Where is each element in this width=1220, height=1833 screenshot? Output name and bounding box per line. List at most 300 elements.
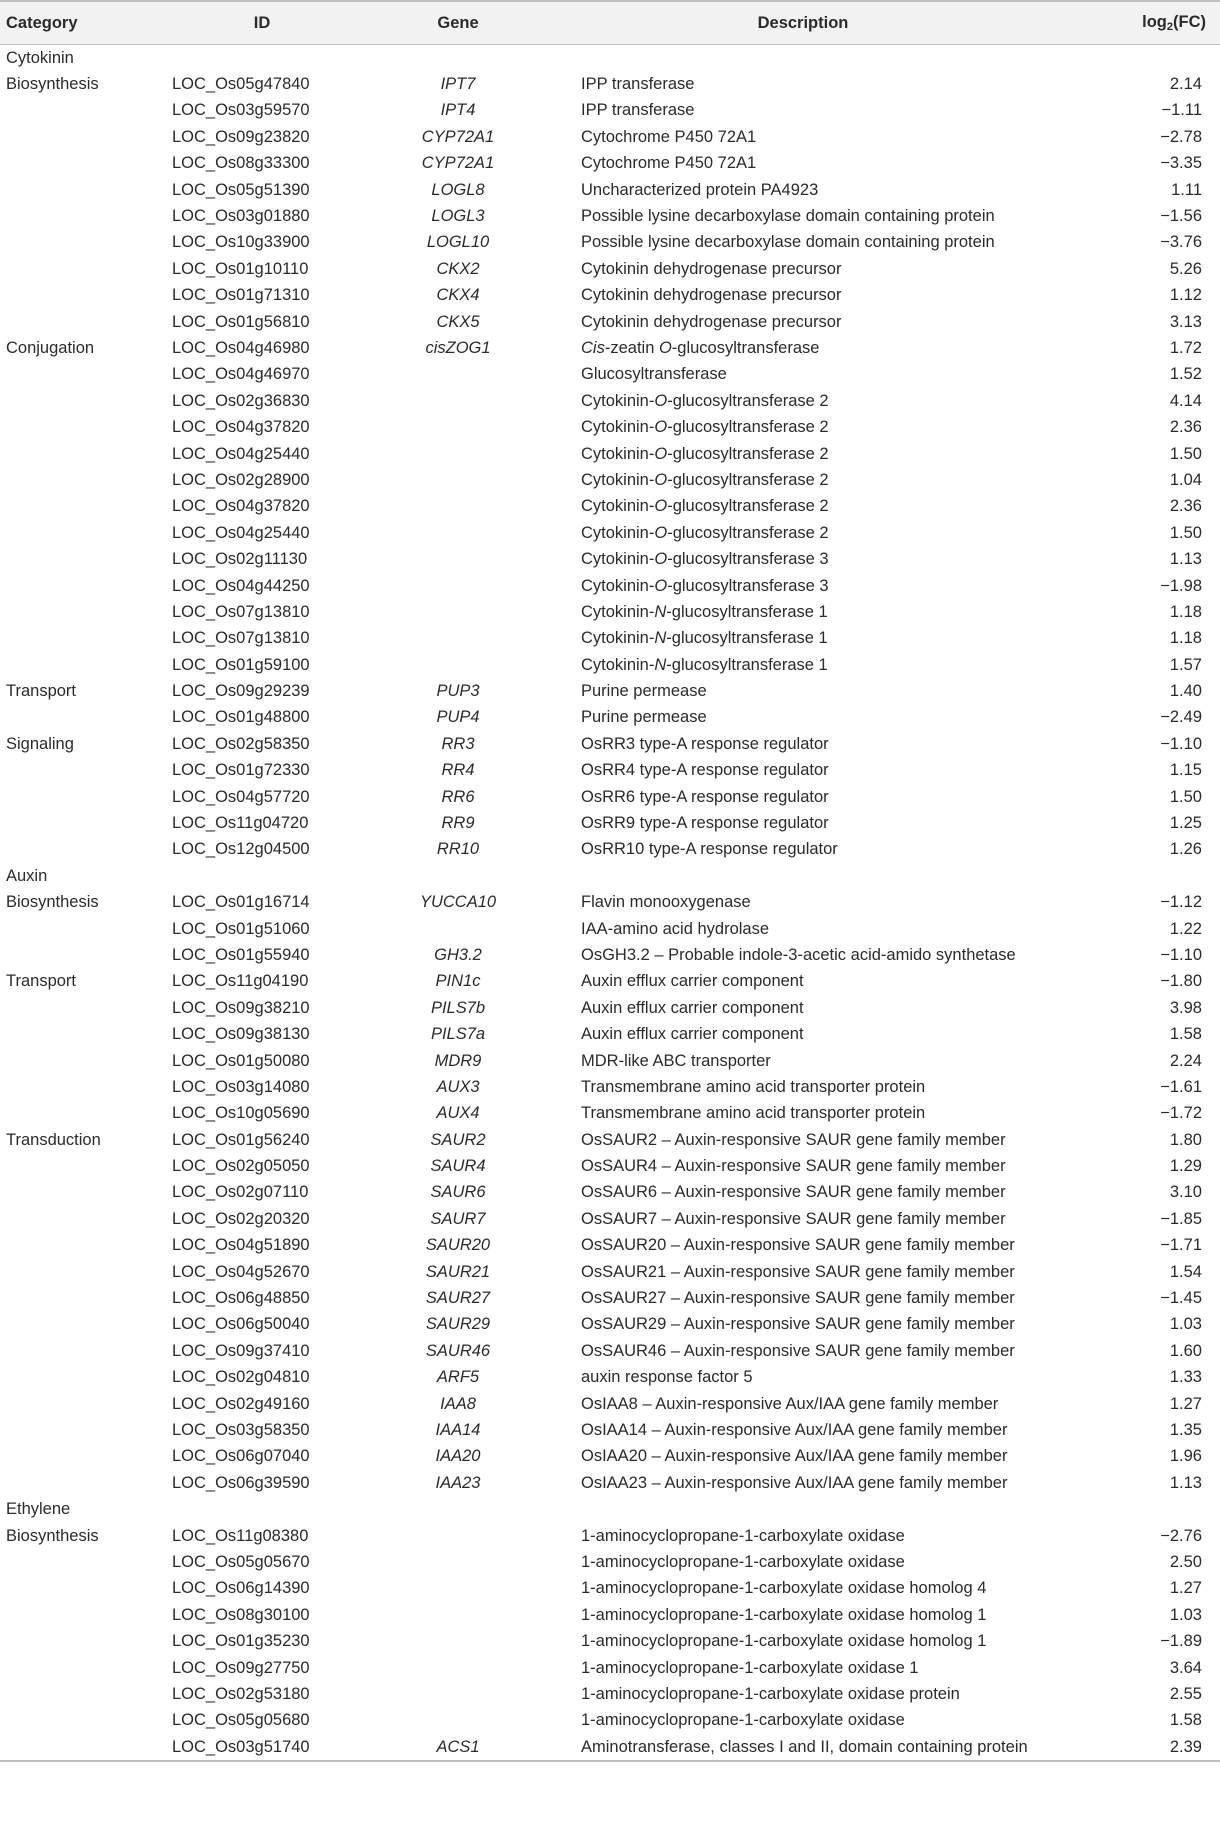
cell-description: 1-aminocyclopropane-1-carboxylate oxidase protein — [581, 1684, 960, 1703]
cell-description: OsGH3.2 – Probable indole-3-acetic acid-amido synthetase — [581, 945, 1016, 964]
table-row — [0, 1549, 1220, 1575]
cell-category — [0, 546, 166, 572]
section-heading-row — [0, 1496, 1220, 1522]
table-row — [0, 494, 1220, 520]
cell-category — [0, 1734, 166, 1761]
cell-log2fc: 3.10 — [1169, 1183, 1202, 1202]
cell-category — [0, 652, 166, 678]
cell-gene: MDR9 — [434, 1051, 482, 1070]
cell-category — [0, 599, 166, 625]
cell-category — [0, 758, 166, 784]
cell-gene: RR4 — [441, 761, 475, 780]
cell-category — [0, 916, 166, 942]
table-row — [0, 1470, 1220, 1496]
cell-description: 1-aminocyclopropane-1-carboxylate oxidase — [581, 1711, 905, 1730]
cell-id: LOC_Os04g51890 — [172, 1236, 310, 1255]
cell-id: LOC_Os12g04500 — [172, 840, 310, 859]
cell-description: Aminotransferase, classes I and II, domain containing protein — [558, 1734, 1048, 1761]
table-row — [0, 916, 1220, 942]
cell-gene — [358, 1523, 558, 1549]
table-row — [0, 942, 1220, 968]
cell-log2fc: 1.50 — [1169, 444, 1202, 463]
cell-log2fc: 1.12 — [1169, 286, 1202, 305]
cell-category: Transport — [6, 682, 76, 701]
cell-log2fc: 1.96 — [1169, 1447, 1202, 1466]
cell-id: LOC_Os01g56810 — [172, 312, 310, 331]
cell-log2fc: −2.78 — [1160, 127, 1202, 146]
cell-category — [0, 1285, 166, 1311]
cell-log2fc: −2.76 — [1160, 1526, 1202, 1545]
cell-id: LOC_Os06g39590 — [172, 1473, 310, 1492]
cell-description: OsSAUR4 – Auxin-responsive SAUR gene family member — [581, 1157, 1006, 1176]
cell-category — [0, 494, 166, 520]
cell-id: LOC_Os09g38130 — [172, 1025, 310, 1044]
cell-id: LOC_Os01g71310 — [172, 286, 310, 305]
cell-description: Cytokinin-O-glucosyltransferase 2 — [581, 497, 829, 516]
cell-category — [0, 1444, 166, 1470]
cell-description: Cytokinin-O-glucosyltransferase 2 — [581, 470, 829, 489]
cell-gene: IAA23 — [435, 1473, 481, 1492]
cell-description: 1-aminocyclopropane-1-carboxylate oxidase homolog 1 — [581, 1632, 987, 1651]
cell-category — [0, 1153, 166, 1179]
table-row — [0, 1655, 1220, 1681]
cell-log2fc: −1.89 — [1160, 1632, 1202, 1651]
cell-id: LOC_Os04g57720 — [172, 787, 310, 806]
cell-gene: SAUR4 — [430, 1157, 486, 1176]
cell-description: MDR-like ABC transporter — [581, 1051, 771, 1070]
cell-log2fc: 5.26 — [1169, 259, 1202, 278]
cell-category — [0, 1681, 166, 1707]
cell-log2fc: 2.50 — [1169, 1552, 1202, 1571]
cell-category — [0, 203, 166, 229]
table-row — [0, 599, 1220, 625]
cell-category — [0, 1074, 166, 1100]
cell-gene: IAA8 — [440, 1394, 476, 1413]
cell-description: OsIAA8 – Auxin-responsive Aux/IAA gene family member — [581, 1394, 999, 1413]
cell-gene: YUCCA10 — [419, 893, 497, 912]
table-row — [0, 98, 1220, 124]
table-row — [0, 256, 1220, 282]
cell-id: LOC_Os01g51060 — [172, 919, 310, 938]
table-row — [0, 1708, 1220, 1734]
cell-description: Cytokinin dehydrogenase precursor — [581, 286, 842, 305]
cell-id: LOC_Os02g11130 — [172, 550, 308, 569]
header-log2fc-prefix: log — [1142, 13, 1167, 31]
table-row — [0, 520, 1220, 546]
cell-description: Cytokinin-O-glucosyltransferase 3 — [581, 576, 829, 595]
cell-gene: SAUR27 — [425, 1289, 491, 1308]
cell-description: Transmembrane amino acid transporter protein — [581, 1077, 926, 1096]
cell-id: LOC_Os03g58350 — [172, 1421, 310, 1439]
cell-category: Signaling — [6, 734, 74, 753]
cell-log2fc: 1.03 — [1169, 1605, 1202, 1624]
table-row — [0, 626, 1220, 652]
cell-log2fc: 1.25 — [1169, 814, 1202, 833]
cell-id: LOC_Os02g53180 — [172, 1684, 310, 1703]
cell-category: Biosynthesis — [6, 893, 99, 912]
cell-gene — [358, 1628, 558, 1654]
cell-log2fc: 2.39 — [1048, 1734, 1220, 1761]
cell-description: Cytokinin dehydrogenase precursor — [581, 259, 842, 278]
table-row — [0, 784, 1220, 810]
cell-category — [0, 1655, 166, 1681]
cell-id: LOC_Os02g28900 — [172, 470, 310, 489]
cell-log2fc: 1.80 — [1169, 1130, 1202, 1149]
cell-category — [0, 1048, 166, 1074]
cell-log2fc: −1.71 — [1160, 1236, 1202, 1255]
table-row — [0, 1127, 1220, 1153]
cell-category — [0, 573, 166, 599]
cell-description: Cytokinin-O-glucosyltransferase 2 — [581, 418, 829, 437]
cell-description: Cytochrome P450 72A1 — [581, 154, 757, 173]
cell-gene — [358, 1549, 558, 1575]
cell-description: Cytokinin dehydrogenase precursor — [581, 312, 842, 331]
cell-gene: SAUR20 — [425, 1236, 491, 1255]
cell-log2fc: 3.98 — [1169, 998, 1202, 1017]
table-row — [0, 1259, 1220, 1285]
header-id: ID — [166, 1, 358, 45]
cell-id: LOC_Os05g51390 — [172, 180, 310, 199]
cell-category — [0, 837, 166, 863]
cell-id: LOC_Os03g14080 — [172, 1077, 310, 1096]
table-row — [0, 705, 1220, 731]
cell-description: OsSAUR29 – Auxin-responsive SAUR gene family member — [581, 1315, 1015, 1334]
cell-log2fc: 1.52 — [1169, 365, 1202, 384]
cell-category — [0, 467, 166, 493]
cell-id: LOC_Os04g44250 — [172, 576, 310, 595]
cell-id: LOC_Os07g13810 — [172, 629, 310, 648]
cell-log2fc: 1.18 — [1169, 602, 1202, 621]
cell-description: 1-aminocyclopropane-1-carboxylate oxidase homolog 4 — [581, 1579, 987, 1598]
table-row — [0, 124, 1220, 150]
table-row — [0, 652, 1220, 678]
cell-category — [0, 441, 166, 467]
cell-id: LOC_Os05g47840 — [172, 75, 310, 94]
cell-gene: LOGL10 — [426, 233, 490, 252]
table-row — [0, 1681, 1220, 1707]
table-row — [0, 1101, 1220, 1127]
cell-log2fc: 1.22 — [1169, 919, 1202, 938]
cell-id: LOC_Os01g59100 — [172, 655, 310, 674]
table-row — [0, 362, 1220, 388]
table-row — [0, 177, 1220, 203]
cell-log2fc: −2.49 — [1160, 708, 1202, 727]
table-body — [0, 45, 1220, 1762]
cell-category — [0, 98, 166, 124]
cell-gene: RR9 — [441, 814, 475, 833]
cell-description: Cytokinin-O-glucosyltransferase 2 — [581, 444, 829, 463]
cell-id: LOC_Os02g49160 — [172, 1394, 310, 1413]
cell-gene: RR6 — [441, 787, 475, 806]
cell-gene: RR3 — [441, 734, 475, 753]
cell-category — [0, 230, 166, 256]
cell-category — [0, 1470, 166, 1496]
cell-gene: PUP3 — [436, 682, 480, 701]
cell-log2fc: −1.85 — [1160, 1209, 1202, 1228]
cell-log2fc: 3.13 — [1169, 312, 1202, 331]
cell-category: Transduction — [6, 1130, 101, 1149]
cell-gene: PILS7a — [430, 1025, 486, 1044]
cell-gene: cisZOG1 — [425, 338, 491, 357]
cell-category — [0, 283, 166, 309]
cell-gene — [358, 1576, 558, 1602]
cell-gene — [358, 652, 558, 678]
cell-category — [0, 1206, 166, 1232]
cell-id: LOC_Os08g33300 — [172, 154, 310, 173]
table-row — [0, 1338, 1220, 1364]
cell-description: 1-aminocyclopropane-1-carboxylate oxidase — [581, 1526, 905, 1545]
cell-gene — [358, 388, 558, 414]
cell-log2fc: 2.55 — [1169, 1684, 1202, 1703]
cell-id: LOC_Os01g16714 — [172, 893, 310, 912]
table-row — [0, 1233, 1220, 1259]
cell-gene: LOGL8 — [431, 180, 485, 199]
cell-gene: SAUR6 — [430, 1183, 486, 1202]
cell-gene — [358, 1602, 558, 1628]
cell-description: Cytokinin-O-glucosyltransferase 2 — [581, 523, 829, 542]
cell-gene — [358, 494, 558, 520]
table-row — [0, 414, 1220, 440]
cell-id: LOC_Os05g05680 — [172, 1711, 310, 1730]
table-row — [0, 573, 1220, 599]
cell-id: LOC_Os05g05670 — [172, 1552, 310, 1571]
cell-log2fc: −1.12 — [1160, 893, 1202, 912]
cell-category — [0, 1233, 166, 1259]
cell-gene: ARF5 — [436, 1368, 480, 1387]
section-heading: Ethylene — [6, 1500, 71, 1519]
cell-log2fc: −3.35 — [1160, 154, 1202, 173]
cell-category — [0, 626, 166, 652]
cell-gene: PILS7b — [430, 998, 486, 1017]
cell-description: OsRR10 type-A response regulator — [581, 840, 838, 859]
cell-id: LOC_Os02g20320 — [172, 1209, 310, 1228]
table-row — [0, 1734, 1220, 1761]
cell-description: OsSAUR7 – Auxin-responsive SAUR gene family member — [581, 1209, 1006, 1228]
cell-category — [0, 309, 166, 335]
section-heading: Cytokinin — [6, 48, 74, 67]
cell-description: OsSAUR2 – Auxin-responsive SAUR gene family member — [581, 1130, 1006, 1149]
table-row — [0, 758, 1220, 784]
cell-description: OsRR3 type-A response regulator — [581, 734, 829, 753]
cell-id: LOC_Os11g04190 — [172, 972, 309, 991]
cell-id: LOC_Os01g35230 — [172, 1632, 310, 1651]
cell-category — [0, 414, 166, 440]
cell-category — [0, 1365, 166, 1391]
cell-description: Cytokinin-N-glucosyltransferase 1 — [581, 655, 828, 674]
cell-description: Flavin monooxygenase — [581, 893, 751, 912]
cell-log2fc: −1.98 — [1160, 576, 1202, 595]
cell-id: LOC_Os09g27750 — [172, 1658, 310, 1677]
cell-description: Cytochrome P450 72A1 — [581, 127, 757, 146]
cell-description: IPP transferase — [581, 75, 695, 94]
table-row — [0, 1074, 1220, 1100]
cell-gene: IPT4 — [440, 101, 476, 120]
cell-log2fc: 3.64 — [1169, 1658, 1202, 1677]
header-log2fc — [1048, 1, 1220, 45]
table-row — [0, 1153, 1220, 1179]
cell-gene: CYP72A1 — [421, 127, 495, 146]
table-row — [0, 71, 1220, 97]
cell-log2fc: 1.11 — [1171, 180, 1202, 199]
cell-id: LOC_Os03g51740 — [166, 1734, 358, 1761]
cell-id: LOC_Os03g59570 — [172, 101, 310, 120]
cell-description: Auxin efflux carrier component — [581, 998, 804, 1017]
cell-log2fc: 1.60 — [1169, 1341, 1202, 1360]
cell-log2fc: 2.36 — [1169, 418, 1202, 437]
cell-gene: IAA14 — [435, 1421, 481, 1439]
cell-description: OsRR4 type-A response regulator — [581, 761, 829, 780]
cell-description: 1-aminocyclopropane-1-carboxylate oxidase homolog 1 — [581, 1605, 987, 1624]
cell-description: Cytokinin-O-glucosyltransferase 2 — [581, 391, 829, 410]
cell-gene: CKX2 — [436, 259, 480, 278]
cell-gene — [358, 1708, 558, 1734]
cell-gene: ACS1 — [358, 1734, 558, 1761]
cell-category — [0, 520, 166, 546]
cell-category: Transport — [6, 972, 76, 991]
table-row — [0, 1365, 1220, 1391]
table-row — [0, 837, 1220, 863]
cell-gene: AUX4 — [436, 1104, 480, 1123]
cell-description: OsSAUR46 – Auxin-responsive SAUR gene family member — [581, 1341, 1015, 1360]
cell-id: LOC_Os03g01880 — [172, 207, 310, 226]
cell-log2fc: 1.03 — [1169, 1315, 1202, 1334]
cell-category — [0, 388, 166, 414]
cell-gene: SAUR2 — [430, 1130, 486, 1149]
cell-description: OsIAA20 – Auxin-responsive Aux/IAA gene family member — [581, 1447, 1008, 1466]
cell-category — [0, 256, 166, 282]
cell-gene — [358, 467, 558, 493]
table-row — [0, 1417, 1220, 1443]
cell-id: LOC_Os02g58350 — [172, 734, 310, 753]
table-row — [0, 1021, 1220, 1047]
section-heading: Auxin — [6, 866, 48, 885]
cell-gene: SAUR21 — [425, 1262, 491, 1281]
header-log2fc-subscript: 2 — [1166, 21, 1174, 33]
table-row — [0, 335, 1220, 361]
cell-description: OsRR9 type-A response regulator — [581, 814, 829, 833]
cell-id: LOC_Os01g50080 — [172, 1051, 310, 1070]
cell-log2fc: 4.14 — [1169, 391, 1202, 410]
cell-gene: PIN1c — [435, 972, 481, 991]
cell-log2fc: 1.35 — [1169, 1421, 1202, 1439]
table-row — [0, 810, 1220, 836]
cell-id: LOC_Os01g10110 — [172, 259, 309, 278]
table-row — [0, 151, 1220, 177]
cell-log2fc: 1.13 — [1169, 1473, 1202, 1492]
cell-category — [0, 1628, 166, 1654]
table-row — [0, 995, 1220, 1021]
cell-description: Cytokinin-N-glucosyltransferase 1 — [581, 629, 828, 648]
cell-log2fc: −3.76 — [1160, 233, 1202, 252]
cell-id: LOC_Os06g48850 — [172, 1289, 310, 1308]
table-row — [0, 309, 1220, 335]
cell-log2fc: 1.15 — [1169, 761, 1202, 780]
cell-gene: CKX4 — [436, 286, 480, 305]
cell-id: LOC_Os06g14390 — [172, 1579, 310, 1598]
cell-description: OsIAA14 – Auxin-responsive Aux/IAA gene family member — [581, 1421, 1008, 1439]
cell-category — [0, 177, 166, 203]
cell-gene — [358, 441, 558, 467]
cell-id: LOC_Os06g50040 — [172, 1315, 310, 1334]
cell-id: LOC_Os09g23820 — [172, 127, 310, 146]
cell-category — [0, 942, 166, 968]
cell-category — [0, 1576, 166, 1602]
cell-gene: SAUR29 — [425, 1315, 491, 1334]
cell-description: OsSAUR27 – Auxin-responsive SAUR gene family member — [581, 1289, 1015, 1308]
cell-category: Biosynthesis — [6, 75, 99, 94]
cell-gene: RR10 — [436, 840, 480, 859]
cell-log2fc: 1.54 — [1169, 1262, 1202, 1281]
cell-id: LOC_Os01g72330 — [172, 761, 310, 780]
cell-id: LOC_Os04g25440 — [172, 523, 310, 542]
cell-log2fc: 1.33 — [1169, 1368, 1202, 1387]
cell-id: LOC_Os10g05690 — [172, 1104, 310, 1123]
cell-gene — [358, 916, 558, 942]
cell-description: Uncharacterized protein PA4923 — [581, 180, 819, 199]
cell-log2fc: −1.45 — [1160, 1289, 1202, 1308]
cell-gene: CKX5 — [436, 312, 480, 331]
cell-log2fc: −1.80 — [1160, 972, 1202, 991]
cell-gene — [358, 520, 558, 546]
cell-log2fc: 1.27 — [1169, 1579, 1202, 1598]
cell-log2fc: 1.18 — [1169, 629, 1202, 648]
cell-category — [0, 784, 166, 810]
cell-gene — [358, 362, 558, 388]
cell-category — [0, 1338, 166, 1364]
cell-log2fc: −1.11 — [1161, 101, 1202, 120]
cell-log2fc: 1.27 — [1169, 1394, 1202, 1413]
cell-id: LOC_Os06g07040 — [172, 1447, 310, 1466]
cell-id: LOC_Os02g36830 — [172, 391, 310, 410]
cell-category — [0, 124, 166, 150]
table-row — [0, 203, 1220, 229]
cell-id: LOC_Os11g08380 — [172, 1526, 309, 1545]
cell-log2fc: 1.40 — [1169, 682, 1202, 701]
table-row — [0, 1180, 1220, 1206]
cell-id: LOC_Os09g37410 — [172, 1341, 310, 1360]
cell-id: LOC_Os09g38210 — [172, 998, 310, 1017]
cell-gene — [358, 1681, 558, 1707]
cell-id: LOC_Os04g46980 — [172, 338, 310, 357]
cell-category — [0, 151, 166, 177]
cell-description: Cis-zeatin O-glucosyltransferase — [581, 338, 820, 357]
table-row — [0, 1602, 1220, 1628]
cell-description: Cytokinin-O-glucosyltransferase 3 — [581, 550, 829, 569]
cell-log2fc: 1.72 — [1169, 338, 1202, 357]
cell-gene: IAA20 — [435, 1447, 481, 1466]
cell-category — [0, 705, 166, 731]
cell-log2fc: −1.56 — [1160, 207, 1202, 226]
cell-description: Transmembrane amino acid transporter protein — [581, 1104, 926, 1123]
cell-category: Conjugation — [6, 338, 95, 357]
cell-category — [0, 1101, 166, 1127]
cell-gene: PUP4 — [436, 708, 480, 727]
cell-description: Auxin efflux carrier component — [581, 972, 804, 991]
cell-gene — [358, 546, 558, 572]
cell-description: Glucosyltransferase — [581, 365, 727, 384]
header-log2fc-suffix: (FC) — [1173, 13, 1206, 31]
cell-category: Biosynthesis — [6, 1526, 99, 1545]
table-row — [0, 1391, 1220, 1417]
cell-category — [0, 1259, 166, 1285]
cell-description: Cytokinin-N-glucosyltransferase 1 — [581, 602, 828, 621]
header-description: Description — [558, 1, 1048, 45]
cell-description: OsSAUR20 – Auxin-responsive SAUR gene family member — [581, 1236, 1015, 1255]
table-row — [0, 731, 1220, 757]
cell-description: OsSAUR6 – Auxin-responsive SAUR gene family member — [581, 1183, 1006, 1202]
cell-id: LOC_Os01g48800 — [172, 708, 310, 727]
cell-description: OsRR6 type-A response regulator — [581, 787, 829, 806]
